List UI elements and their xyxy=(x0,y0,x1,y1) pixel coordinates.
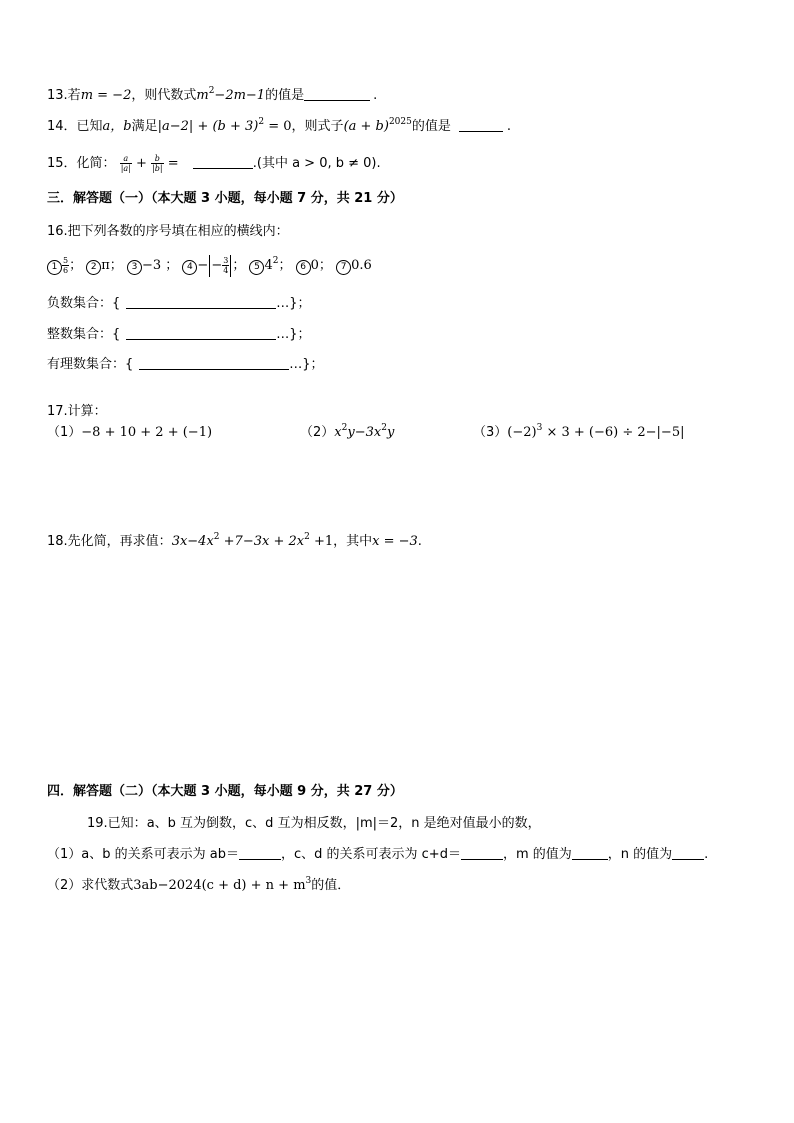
q19-part-2-expr: 3ab−2024(c + d) + n + m xyxy=(133,878,306,893)
q15-f1-num: a xyxy=(120,154,132,164)
q15-fraction-1 xyxy=(120,154,132,173)
q16-item-4-sep: ； xyxy=(232,258,246,273)
q14-mid2: ，则式子 xyxy=(291,119,344,134)
q18-expr-2: +7−3x + 2x xyxy=(219,534,305,549)
q16-item-3-sep: ； xyxy=(161,258,179,273)
q17-part-1-label: （1） xyxy=(47,425,82,440)
q16-item-4-mark: 4 xyxy=(182,260,197,275)
q16-item-4-num: 3 xyxy=(223,256,229,265)
q18-condition: x = −3 xyxy=(372,534,418,549)
section-4-header xyxy=(47,782,403,802)
q19-intro-prefix: 19.已知： xyxy=(87,816,147,831)
section-3-note: （本大题 3 小题，每小题 7 分，共 21 分） xyxy=(151,191,403,206)
q16-item-5-value: 4 xyxy=(264,258,273,273)
q17-part-2-a: x xyxy=(334,425,342,440)
q19-part-1-end: . xyxy=(704,847,709,862)
question-19-intro xyxy=(87,814,541,834)
q16-item-6-sep: ； xyxy=(318,258,332,273)
q16-negative-set xyxy=(47,294,311,314)
q17-part-3-b: × 3 + (−6) ÷ 2−|−5| xyxy=(542,425,685,440)
q13-end: . xyxy=(373,88,378,103)
q16-item-4-fraction xyxy=(222,256,229,275)
q16-item-7-value: 0.6 xyxy=(351,258,372,273)
q18-end: . xyxy=(417,534,422,549)
q16-item-1-mark: 1 xyxy=(47,260,62,275)
q14-suffix: 的值是 xyxy=(411,119,451,134)
q19-part-2-prefix: （2）求代数式 xyxy=(47,878,134,893)
q19-cd-blank[interactable] xyxy=(461,845,503,860)
q19-part-2-suffix: 的值． xyxy=(311,878,351,893)
q16-integer-set-end: …}； xyxy=(276,327,311,342)
q16-rational-set-blank[interactable] xyxy=(139,355,289,370)
q17-part-2 xyxy=(300,423,394,443)
q14-answer-blank[interactable] xyxy=(459,117,503,132)
q15-answer-blank[interactable] xyxy=(193,154,253,169)
q18-expr-2-sup: 2 xyxy=(304,532,310,542)
q16-item-2-value: π xyxy=(101,258,110,273)
q15-prefix: 15．化简： xyxy=(47,156,116,171)
q16-item-6-mark: 6 xyxy=(296,260,311,275)
q16-rational-set-label: 有理数集合：{ xyxy=(47,357,134,372)
q17-part-2-c: y xyxy=(386,425,395,440)
q16-item-6-value: 0 xyxy=(310,258,319,273)
q17-part-2-label: （2） xyxy=(300,425,335,440)
q16-rational-set xyxy=(47,355,324,375)
q13-mid: ，则代数式 xyxy=(131,88,197,103)
q16-item-5-sep: ； xyxy=(278,258,292,273)
section-3-title: 三．解答题（一） xyxy=(47,191,152,206)
q17-part-2-a-sup: 2 xyxy=(341,423,348,433)
section-4-note: （本大题 3 小题，每小题 9 分，共 27 分） xyxy=(151,784,403,799)
q17-part-2-b: y−3x xyxy=(347,425,382,440)
q13-expr-a: m xyxy=(196,88,209,103)
q13-prefix: 13.若 xyxy=(47,88,81,103)
q16-item-4-den: 4 xyxy=(223,266,229,275)
q14-mid: 满足 xyxy=(131,119,158,134)
q16-negative-set-label: 负数集合：{ xyxy=(47,296,121,311)
q19-intro-text: a、b 互为倒数，c、d 互为相反数，|m|＝2，n 是绝对值最小的数， xyxy=(146,816,541,831)
q16-negative-set-end: …}； xyxy=(276,296,311,311)
q18-expr-3: +1 xyxy=(309,534,334,549)
q17-part-3-label: （3） xyxy=(473,425,508,440)
q16-integer-set-label: 整数集合：{ xyxy=(47,327,121,342)
q19-part-1-text-c: ，m 的值为 xyxy=(502,847,572,862)
q16-rational-set-end: …}； xyxy=(289,357,324,372)
q17-part-3 xyxy=(473,423,684,443)
q16-item-2-mark: 2 xyxy=(86,260,101,275)
q13-answer-blank[interactable] xyxy=(304,86,370,101)
section-3-header xyxy=(47,189,403,209)
q16-item-7-mark: 7 xyxy=(336,260,351,275)
q16-item-3-mark: 3 xyxy=(127,260,142,275)
q16-item-2-sep: ； xyxy=(109,258,123,273)
q17-part-1 xyxy=(47,423,212,443)
q14-eq-b: = 0 xyxy=(264,119,292,134)
q15-f1-den: |a| xyxy=(120,164,131,173)
question-15 xyxy=(47,152,381,176)
q14-prefix: 14．已知 xyxy=(47,119,103,134)
q16-item-5-sup: 2 xyxy=(272,256,279,266)
q14-end: . xyxy=(506,119,511,134)
q13-expr-b: −2m−1 xyxy=(214,88,266,103)
question-13 xyxy=(47,86,377,106)
q19-part-2-sup: 3 xyxy=(305,876,312,886)
q18-prefix: 18.先化简，再求值： xyxy=(47,534,172,549)
q16-title: 16.把下列各数的序号填在相应的横线内： xyxy=(47,224,289,239)
q16-integer-set-blank[interactable] xyxy=(126,325,276,340)
q17-part-3-sup: 3 xyxy=(536,423,543,433)
q17-part-3-a: (−2) xyxy=(507,425,537,440)
q16-number-list xyxy=(47,253,372,279)
q16-item-3-value: −3 xyxy=(141,258,162,273)
q16-integer-set xyxy=(47,325,311,345)
q13-condition: m = −2 xyxy=(80,88,132,103)
q17-part-1-expr: −8 + 10 + 2 + (−1) xyxy=(81,425,213,440)
q14-expr: (a + b) xyxy=(343,119,389,134)
q16-negative-set-blank[interactable] xyxy=(126,294,276,309)
q15-condition: .(其中 a > 0, b ≠ 0). xyxy=(252,156,381,171)
q16-item-4-neg: − xyxy=(197,258,209,273)
question-16-title xyxy=(47,222,289,242)
q15-f2-den: |b| xyxy=(152,164,163,173)
q14-vars: a，b xyxy=(102,119,132,134)
question-14 xyxy=(47,117,511,137)
q16-item-4-inner-neg: − xyxy=(211,258,223,273)
q13-expr-sup: 2 xyxy=(208,86,215,96)
q18-expr-1: 3x−4x xyxy=(171,534,214,549)
q15-f2-num: b xyxy=(151,154,164,164)
q19-n-blank[interactable] xyxy=(672,845,704,860)
q19-part-2 xyxy=(47,876,350,896)
q13-suffix: 的值是 xyxy=(265,88,305,103)
q19-part-1 xyxy=(47,845,708,865)
q19-ab-blank[interactable] xyxy=(239,845,281,860)
q14-expr-sup: 2025 xyxy=(388,117,412,127)
q19-part-1-text-b: ，c、d 的关系可表示为 c+d＝ xyxy=(280,847,461,862)
question-18 xyxy=(47,532,422,552)
question-17-title xyxy=(47,402,107,422)
q14-eq-a: |a−2| + (b + 3) xyxy=(157,119,259,134)
q16-item-1-num: 5 xyxy=(63,256,69,265)
q15-equals: = xyxy=(167,156,179,171)
q18-expr-1-sup: 2 xyxy=(213,532,220,542)
section-4-title: 四．解答题（二） xyxy=(47,784,152,799)
q17-part-2-b-sup: 2 xyxy=(381,423,387,433)
q15-fraction-2 xyxy=(151,154,164,173)
q16-item-5-mark: 5 xyxy=(249,260,264,275)
q19-part-1-text-d: ，n 的值为 xyxy=(607,847,673,862)
q16-item-1-den: 6 xyxy=(63,266,69,275)
q14-eq-sup: 2 xyxy=(258,117,265,127)
q15-plus: + xyxy=(136,156,147,171)
q19-part-1-text-a: （1）a、b 的关系可表示为 ab＝ xyxy=(47,847,239,862)
q17-title: 17.计算： xyxy=(47,404,107,419)
q16-item-1-sep: ； xyxy=(69,258,83,273)
q19-m-blank[interactable] xyxy=(572,845,608,860)
q18-mid: ，其中 xyxy=(333,534,373,549)
